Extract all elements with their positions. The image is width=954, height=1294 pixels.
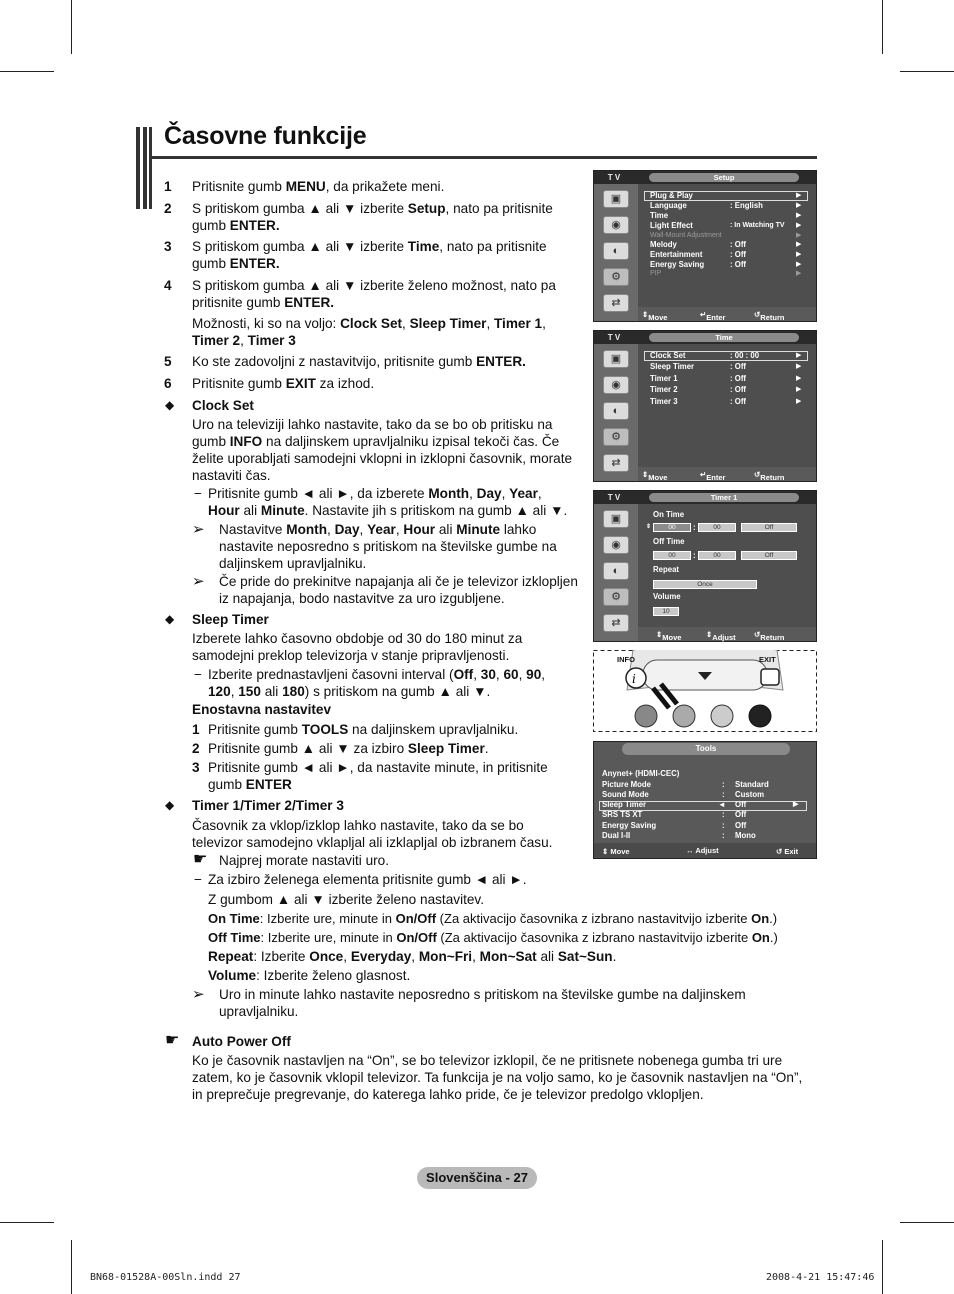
menu-title: Setup [649, 173, 799, 182]
chevron-right-icon: ▶ [796, 212, 802, 219]
channel-icon[interactable]: ◐ [603, 402, 629, 420]
chevron-right-icon: ▶ [796, 251, 802, 258]
diamond-bullet-icon: ◆ [165, 798, 175, 812]
chevron-right-icon: ▶ [796, 222, 802, 229]
repeat-label: Repeat [653, 565, 679, 574]
tools-item-value: Custom [735, 790, 765, 799]
menu-title: Timer 1 [649, 493, 799, 502]
picture-icon[interactable]: ▣ [603, 350, 629, 368]
chevron-right-icon: ▶ [796, 386, 802, 393]
chevron-right-icon: ▶ [793, 801, 799, 808]
move-hint: ⇕ Move [656, 630, 682, 642]
diamond-bullet-icon: ◆ [165, 612, 175, 626]
dash-bullet: − [194, 667, 202, 682]
on-time-label: On Time [653, 510, 685, 519]
step-number: 3 [164, 239, 172, 254]
dash-bullet: − [194, 486, 202, 501]
chevron-right-icon: ▶ [796, 375, 802, 382]
tools-item-label: SRS TS XT [602, 810, 643, 819]
crop-mark [0, 71, 54, 72]
svg-text:i: i [632, 672, 636, 686]
tools-item-separator: ◄ [718, 800, 726, 809]
timer1-menu-screen [593, 490, 817, 642]
step-number: 2 [164, 201, 172, 216]
hand-pointer-icon: ☛ [193, 851, 208, 868]
auto-power-off-heading: Auto Power Off [192, 1034, 291, 1049]
menu-item-label: Light Effect [650, 221, 693, 230]
clock-set-instruction: Pritisnite gumb ◄ ali ►, da izberete Month, Day, Year, Hour ali Minute. Nastavite jih s pritiskom na gumb ▲ ali ▼. [208, 486, 568, 518]
move-hint: ⇕ Move [642, 310, 668, 322]
menu-item-value: : Off [730, 240, 747, 249]
clock-set-note-1: Nastavitve Month, Day, Year, Hour ali Minute lahko nastavite neposredno s pritiskom na številske gumbe na daljinskem upravljalniku. [219, 522, 557, 571]
setup-icon[interactable]: ⚙ [603, 428, 629, 446]
tools-menu-screen [593, 741, 817, 859]
timers-paragraph: Časovnik za vklop/izklop lahko nastavite, tako da se bo televizor samodejno vklapljal ali izklapljal ob izbranem času. [192, 818, 553, 850]
note-arrow-icon: ➢ [192, 986, 205, 1003]
chevron-right-icon: ▶ [796, 261, 802, 268]
crop-mark [882, 0, 883, 54]
step-number: 5 [164, 354, 172, 369]
on-minute-field[interactable]: 00 [698, 523, 736, 532]
tools-item-label: Anynet+ (HDMI-CEC) [602, 769, 680, 778]
tools-item-label: Sound Mode [602, 790, 649, 799]
timers-note-2: Uro in minute lahko nastavite neposredno s pritiskom na številske gumbe na daljinskem upravljalniku. [219, 987, 746, 1019]
picture-icon[interactable]: ▣ [603, 190, 629, 208]
updown-icon: ⇕ [646, 524, 652, 530]
tv-label: T V [607, 493, 621, 502]
step-1-text: Pritisnite gumb MENU, da prikažete meni. [192, 179, 445, 194]
sound-icon[interactable]: ◉ [603, 216, 629, 234]
input-icon[interactable]: ⇄ [603, 454, 629, 472]
sleep-timer-heading: Sleep Timer [192, 612, 269, 627]
imprint-file: BN68-01528A-00Sln.indd 27 [90, 1272, 241, 1283]
chevron-right-icon: ▶ [796, 352, 802, 359]
menu-item-label: Time [650, 211, 669, 220]
move-hint: ⇕ Move [642, 470, 668, 482]
volume-field[interactable]: 10 [653, 607, 679, 616]
return-hint: ↺ Return [754, 470, 785, 482]
tv-label: T V [607, 173, 621, 182]
chevron-right-icon: ▶ [796, 363, 802, 370]
menu-item-label: Timer 1 [650, 374, 678, 383]
easy-step-2: Pritisnite gumb ▲ ali ▼ za izbiro Sleep Timer. [208, 741, 489, 756]
tv-label: T V [607, 333, 621, 342]
menu-item-value: : Off [730, 362, 747, 371]
return-hint: ↺ Return [754, 630, 785, 642]
colon: : [693, 551, 696, 560]
volume-desc: Volume: Izberite želeno glasnost. [208, 968, 411, 983]
menu-item-label: Melody [650, 240, 677, 249]
chevron-right-icon: ▶ [796, 192, 802, 199]
menu-item-label: PIP [650, 270, 662, 277]
exit-hint: ↺ Exit [776, 847, 799, 856]
step-number: 4 [164, 278, 172, 293]
menu-item-label: Wall-Mount Adjustment [650, 232, 722, 239]
repeat-desc: Repeat: Izberite Once, Everyday, Mon~Fri, Mon~Sat ali Sat~Sun. [208, 949, 617, 964]
crop-mark [0, 1222, 54, 1223]
dash-bullet: − [194, 872, 202, 887]
tools-item-label: Sleep Timer [602, 800, 647, 809]
step-number: 6 [164, 376, 172, 391]
tools-title: Tools [622, 743, 790, 755]
step-number: 3 [192, 760, 200, 775]
menu-item-label: Language [650, 201, 687, 210]
menu-item-label: Clock Set [650, 351, 686, 360]
enter-hint: ↵ Enter [700, 310, 726, 322]
note-arrow-icon: ➢ [192, 573, 205, 590]
move-hint: ⇕ Move [602, 847, 630, 856]
step-2-text: S pritiskom gumba ▲ ali ▼ izberite Setup, nato pa pritisnite gumb ENTER. [192, 201, 553, 233]
return-hint: ↺ Return [754, 310, 785, 322]
easy-step-3: Pritisnite gumb ◄ ali ►, da nastavite minute, in pritisnite gumb ENTER [208, 760, 548, 792]
hand-pointer-icon: ☛ [165, 1032, 180, 1049]
clock-set-paragraph: Uro na televiziji lahko nastavite, tako da se bo ob pritisku na gumb INFO na daljinskem upravljalniku izpisal tekoči čas. Če želite uporabljati samodejni vklopni in izklopni časovnik, morate nastaviti čas. [192, 417, 573, 483]
options-text: Možnosti, ki so na voljo: Clock Set, Sleep Timer, Timer 1, Timer 2, Timer 3 [192, 316, 546, 348]
crop-mark [71, 0, 72, 54]
chevron-right-icon: ▶ [796, 202, 802, 209]
step-number: 2 [192, 741, 200, 756]
title-rule [152, 156, 817, 159]
off-hour-field[interactable]: 00 [653, 551, 691, 560]
off-time-label: Off Time [653, 537, 685, 546]
adjust-hint: ↔ Adjust [686, 846, 719, 855]
tools-item-value: Standard [735, 780, 769, 789]
input-icon[interactable]: ⇄ [603, 294, 629, 312]
timers-heading: Timer 1/Timer 2/Timer 3 [192, 798, 344, 813]
step-number: 1 [192, 722, 200, 737]
tools-item-label: Dual I-II [602, 831, 631, 840]
input-icon[interactable]: ⇄ [603, 614, 629, 632]
tools-item-label: Energy Saving [602, 821, 657, 830]
step-5-text: Ko ste zadovoljni z nastavitvijo, pritisnite gumb ENTER. [192, 354, 526, 369]
tools-item-separator: : [722, 831, 725, 840]
page-title: Časovne funkcije [164, 122, 367, 150]
info-label: INFO [617, 655, 635, 664]
diamond-bullet-icon: ◆ [165, 398, 175, 412]
menu-item-value: : English [730, 201, 763, 210]
sound-icon[interactable]: ◉ [603, 376, 629, 394]
on-time-desc: On Time: Izberite ure, minute in On/Off (Za aktivacijo časovnika z izbrano nastavitvijo izberite On.) [208, 911, 778, 926]
menu-item-label: Entertainment [650, 250, 703, 259]
menu-item-label: Plug & Play [650, 191, 693, 200]
tools-item-value: Mono [735, 831, 756, 840]
adjust-hint: ⇕ Adjust [706, 630, 736, 642]
setup-icon[interactable]: ⚙ [603, 588, 629, 606]
page-footer: Slovenščina - 27 [417, 1167, 537, 1189]
clock-set-heading: Clock Set [192, 398, 254, 413]
timers-note: Najprej morate nastaviti uro. [219, 853, 389, 868]
note-arrow-icon: ➢ [192, 521, 205, 538]
easy-step-1: Pritisnite gumb TOOLS na daljinskem upravljalniku. [208, 722, 519, 737]
volume-label: Volume [653, 592, 681, 601]
repeat-field[interactable]: Once [653, 580, 757, 589]
menu-item-value: : Off [730, 250, 747, 259]
menu-item-value: : Off [730, 374, 747, 383]
channel-icon[interactable]: ◐ [603, 242, 629, 260]
tools-item-separator: : [722, 780, 725, 789]
picture-icon[interactable]: ▣ [603, 510, 629, 528]
off-time-desc: Off Time: Izberite ure, minute in On/Off (Za aktivacijo časovnika z izbrano nastavitvijo izberite On.) [208, 930, 778, 945]
imprint-date: 2008-4-21 15:47:46 [766, 1272, 875, 1283]
sound-icon[interactable]: ◉ [603, 536, 629, 554]
crop-mark [71, 1240, 72, 1294]
chevron-right-icon: ▶ [796, 270, 802, 277]
step-number: 1 [164, 179, 172, 194]
timers-instruction-1: Za izbiro želenega elementa pritisnite gumb ◄ ali ►. [208, 872, 527, 887]
enter-hint: ↵ Enter [700, 470, 726, 482]
chevron-right-icon: ▶ [796, 241, 802, 248]
chevron-right-icon: ▶ [796, 398, 802, 405]
colon: : [693, 523, 696, 532]
step-3-text: S pritiskom gumba ▲ ali ▼ izberite Time, nato pa pritisnite gumb ENTER. [192, 239, 547, 271]
tools-item-value: Off [735, 821, 747, 830]
channel-icon[interactable]: ◐ [603, 562, 629, 580]
menu-item-value: : Off [730, 260, 747, 269]
menu-item-label: Energy Saving [650, 260, 705, 269]
clock-set-note-2: Če pride do prekinitve napajanja ali če je televizor izklopljen iz napajanja, bodo nastavitve za uro izgubljene. [219, 574, 578, 606]
sleep-timer-instruction: Izberite prednastavljeni časovni interval (Off, 30, 60, 90, 120, 150 ali 180) s pritiskom na gumb ▲ ali ▼. [208, 667, 546, 699]
step-6-text: Pritisnite gumb EXIT za izhod. [192, 376, 375, 391]
setup-menu-screen [593, 170, 817, 322]
on-hour-field[interactable]: 00 [653, 523, 691, 532]
step-4-text: S pritiskom gumba ▲ ali ▼ izberite želeno možnost, nato pa pritisnite gumb ENTER. [192, 278, 556, 310]
menu-title: Time [649, 333, 799, 342]
menu-item-label: Timer 2 [650, 385, 678, 394]
setup-icon[interactable]: ⚙ [603, 268, 629, 286]
tools-item-separator: : [722, 821, 725, 830]
tools-item-value: Off [735, 810, 747, 819]
tools-item-separator: : [722, 810, 725, 819]
menu-item-value: : In Watching TV [730, 222, 785, 229]
on-state-field[interactable]: Off [741, 523, 797, 532]
tools-item-separator: : [722, 790, 725, 799]
menu-item-value: : Off [730, 385, 747, 394]
crop-mark [882, 1240, 883, 1294]
remote-illustration [593, 650, 817, 732]
off-state-field[interactable]: Off [741, 551, 797, 560]
tools-item-value: Off [735, 800, 747, 809]
menu-item-value: : Off [730, 397, 747, 406]
menu-item-value: : 00 : 00 [730, 351, 760, 360]
menu-item-label: Timer 3 [650, 397, 678, 406]
tools-item-label: Picture Mode [602, 780, 651, 789]
easy-setup-heading: Enostavna nastavitev [192, 702, 332, 717]
auto-power-off-paragraph: Ko je časovnik nastavljen na “On”, se bo televizor izklopil, če ne pritisnete nobenega gumba tri ure zatem, ko je časovnik vklopil televizor. Ta funkcija je na voljo samo, ko je časovnik nastavljen na “On”, in preprečuje pregrevanje, do katerega lahko pride, če je televizor predolgo vklopljen. [192, 1053, 803, 1102]
crop-mark [900, 1222, 954, 1223]
chevron-right-icon: ▶ [796, 232, 802, 239]
timers-instruction-2: Z gumbom ▲ ali ▼ izberite želeno nastavitev. [208, 892, 484, 907]
off-minute-field[interactable]: 00 [698, 551, 736, 560]
time-menu-screen [593, 330, 817, 482]
crop-mark [900, 71, 954, 72]
sleep-timer-paragraph: Izberete lahko časovno obdobje od 30 do 180 minut za samodejni preklop televizorja v stanje pripravljenosti. [192, 631, 523, 663]
menu-item-label: Sleep Timer [650, 362, 695, 371]
exit-label: EXIT [759, 655, 776, 664]
